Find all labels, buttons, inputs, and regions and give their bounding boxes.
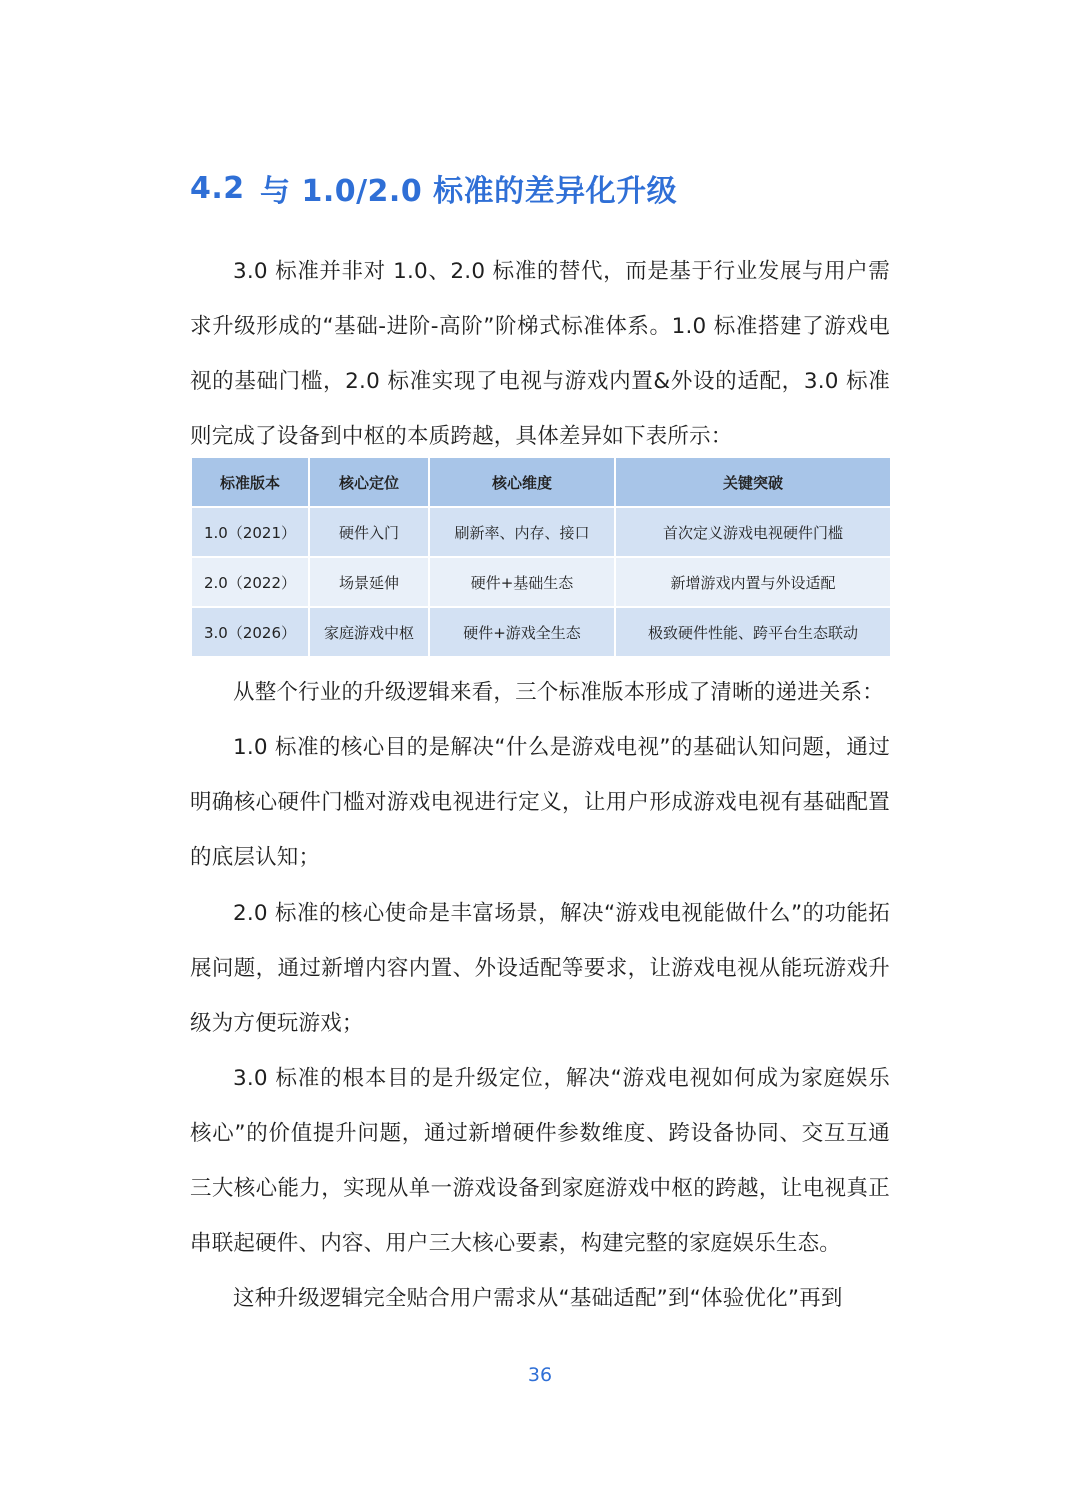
- header-version: 标准版本: [191, 457, 309, 507]
- table-cell: 硬件+游戏全生态: [429, 607, 615, 657]
- table-cell: 硬件入门: [309, 507, 429, 557]
- table-cell: 场景延伸: [309, 557, 429, 607]
- page-number: 36: [527, 1364, 553, 1386]
- table-cell: 极致硬件性能、跨平台生态联动: [615, 607, 891, 657]
- table-cell: 首次定义游戏电视硬件门槛: [615, 507, 891, 557]
- header-breakthrough: 关键突破: [615, 457, 891, 507]
- table-row: [191, 607, 891, 657]
- v2-paragraph: 2.0 标准的核心使命是丰富场景，解决“游戏电视能做什么”的功能拓展问题，通过新增内容内置、外设适配等要求，让游戏电视从能玩游戏升级为方便玩游戏；: [190, 901, 890, 1036]
- v1-paragraph: 1.0 标准的核心目的是解决“什么是游戏电视”的基础认知问题，通过明确核心硬件门槛对游戏电视进行定义，让用户形成游戏电视有基础配置的底层认知；: [190, 735, 890, 870]
- table-row: [191, 557, 891, 607]
- table-cell: 刷新率、内存、接口: [429, 507, 615, 557]
- closing-paragraph: 这种升级逻辑完全贴合用户需求从“基础适配”到“体验优化”再到: [233, 1286, 843, 1311]
- standards-comparison-table: [190, 456, 892, 658]
- header-dimension: 核心维度: [429, 457, 615, 507]
- table-row: [191, 507, 891, 557]
- table-cell: 新增游戏内置与外设适配: [615, 557, 891, 607]
- table-cell: 硬件+基础生态: [429, 557, 615, 607]
- v3-paragraph: 3.0 标准的根本目的是升级定位，解决“游戏电视如何成为家庭娱乐核心”的价值提升问题，通过新增硬件参数维度、跨设备协同、交互互通三大核心能力，实现从单一游戏设备到家庭游戏中枢的跨越，让电视真正串联起硬件、内容、用户三大核心要素，构建完整的家庭娱乐生态。: [190, 1066, 890, 1256]
- table-cell: 1.0（2021）: [191, 507, 309, 557]
- table-cell: 家庭游戏中枢: [309, 607, 429, 657]
- table-cell: 3.0（2026）: [191, 607, 309, 657]
- logic-paragraph: 从整个行业的升级逻辑来看，三个标准版本形成了清晰的递进关系：: [233, 680, 885, 705]
- section-title: 与 1.0/2.0 标准的差异化升级: [260, 174, 678, 209]
- header-positioning: 核心定位: [309, 457, 429, 507]
- table-cell: 2.0（2022）: [191, 557, 309, 607]
- section-heading: [190, 160, 910, 216]
- table-header-row: [191, 457, 891, 507]
- intro-paragraph: 3.0 标准并非对 1.0、2.0 标准的替代，而是基于行业发展与用户需求升级形成的“基础-进阶-高阶”阶梯式标准体系。1.0 标准搭建了游戏电视的基础门槛，2.0 标准实现了电视与游戏内置&外设的适配，3.0 标准则完成了设备到中枢的本质跨越，具体差异如下表所示：: [190, 259, 890, 449]
- section-number: 4.2: [190, 170, 245, 206]
